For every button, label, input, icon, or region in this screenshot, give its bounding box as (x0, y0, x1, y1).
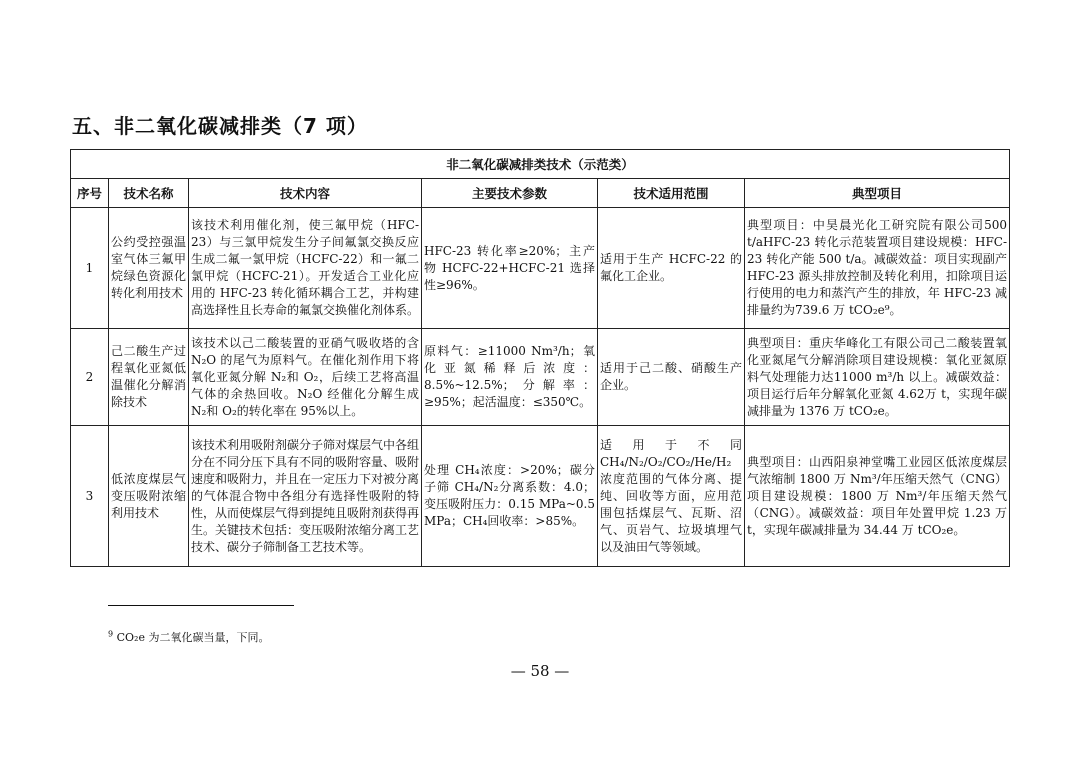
table-row (71, 426, 1010, 567)
cell-name: 己二酸生产过程氧化亚氮低温催化分解消除技术 (109, 329, 189, 426)
table-row (71, 329, 1010, 426)
cell-content: 该技术利用催化剂，使三氟甲烷（HFC-23）与三氯甲烷发生分子间氟氯交换反应生成二氟一氯甲烷（HCFC-22）和一氟二氯甲烷（HCFC-21）。开发适合工业化应用的 HFC-23 转化循环耦合工艺，并构建高选择性且长寿命的氟氯交换催化剂体系。 (189, 208, 422, 329)
table-header-row (71, 179, 1010, 208)
cell-project: 典型项目：重庆华峰化工有限公司己二酸装置氧化亚氮尾气分解消除项目建设规模：氧化亚氮原料气处理能力达11000 m³/h 以上。减碳效益：项目运行后年分解氧化亚氮 4.62万 t，实现年碳减排量为 1376 万 tCO₂e。 (745, 329, 1010, 426)
footnote (108, 629, 269, 645)
page-number: — 58 — (510, 662, 570, 680)
column-header-project: 典型项目 (745, 179, 1010, 208)
table-caption: 非二氧化碳减排类技术（示范类） (71, 150, 1010, 179)
section-title: 五、非二氧化碳减排类（7 项） (72, 114, 368, 138)
technology-table (70, 149, 1010, 567)
cell-params: HFC-23 转化率≥20%；主产物 HCFC-22+HCFC-21 选择性≥96%。 (422, 208, 598, 329)
column-header-no: 序号 (71, 179, 109, 208)
cell-scope: 适用于生产 HCFC-22 的氟化工企业。 (598, 208, 745, 329)
cell-content: 该技术以己二酸装置的亚硝气吸收塔的含 N₂O 的尾气为原料气。在催化剂作用下将氧化亚氮分解 N₂和 O₂，后续工艺将高温气体的余热回收。N₂O 经催化分解生成 N₂和 O₂的转化率在 95%以上。 (189, 329, 422, 426)
column-header-scope: 技术适用范围 (598, 179, 745, 208)
column-header-content: 技术内容 (189, 179, 422, 208)
cell-params: 原料气：≥11000 Nm³/h；氧化亚氮稀释后浓度：8.5%~12.5%；分解率：≥95%；起活温度：≤350℃。 (422, 329, 598, 426)
column-header-name: 技术名称 (109, 179, 189, 208)
cell-project: 典型项目：中昊晨光化工研究院有限公司500 t/aHFC-23 转化示范装置项目建设规模：HFC-23 转化产能 500 t/a。减碳效益：项目实现副产 HFC-23 源头排放控制及转化利用，扣除项目运行使用的电力和蒸汽产生的排放，年 HFC-23 减排量约为739.6 万 tCO₂e⁹。 (745, 208, 1010, 329)
footnote-text: CO₂e 为二氧化碳当量，下同。 (116, 631, 270, 644)
cell-no: 2 (71, 329, 109, 426)
column-header-params: 主要技术参数 (422, 179, 598, 208)
cell-project: 典型项目：山西阳泉神堂嘴工业园区低浓度煤层气浓缩制 1800 万 Nm³/年压缩天然气（CNG）项目建设规模：1800 万 Nm³/年压缩天然气（CNG）。减碳效益：项目年处置甲烷 1.23 万 t，实现年碳减排量为 34.44 万 tCO₂e。 (745, 426, 1010, 567)
cell-name: 低浓度煤层气变压吸附浓缩利用技术 (109, 426, 189, 567)
cell-content: 该技术利用吸附剂碳分子筛对煤层气中各组分在不同分压下具有不同的吸附容量、吸附速度和吸附力，并且在一定压力下对被分离的气体混合物中各组分有选择性吸附的特性，从而使煤层气得到提纯且吸附剂获得再生。关键技术包括：变压吸附浓缩分离工艺技术、碳分子筛制备工艺技术等。 (189, 426, 422, 567)
cell-no: 3 (71, 426, 109, 567)
cell-no: 1 (71, 208, 109, 329)
cell-name: 公约受控强温室气体三氟甲烷绿色资源化转化利用技术 (109, 208, 189, 329)
table-row (71, 208, 1010, 329)
cell-scope: 适用于己二酸、硝酸生产企业。 (598, 329, 745, 426)
cell-params: 处理 CH₄浓度：>20%；碳分子筛 CH₄/N₂分离系数：4.0；变压吸附压力：0.15 MPa~0.5 MPa；CH₄回收率：>85%。 (422, 426, 598, 567)
footnote-marker: 9 (108, 629, 114, 639)
footnote-divider (108, 605, 294, 606)
cell-scope: 适用于不同CH₄/N₂/O₂/CO₂/He/H₂浓度范围的气体分离、提纯、回收等方面，应用范围包括煤层气、瓦斯、沼气、页岩气、垃圾填埋气以及油田气等领域。 (598, 426, 745, 567)
